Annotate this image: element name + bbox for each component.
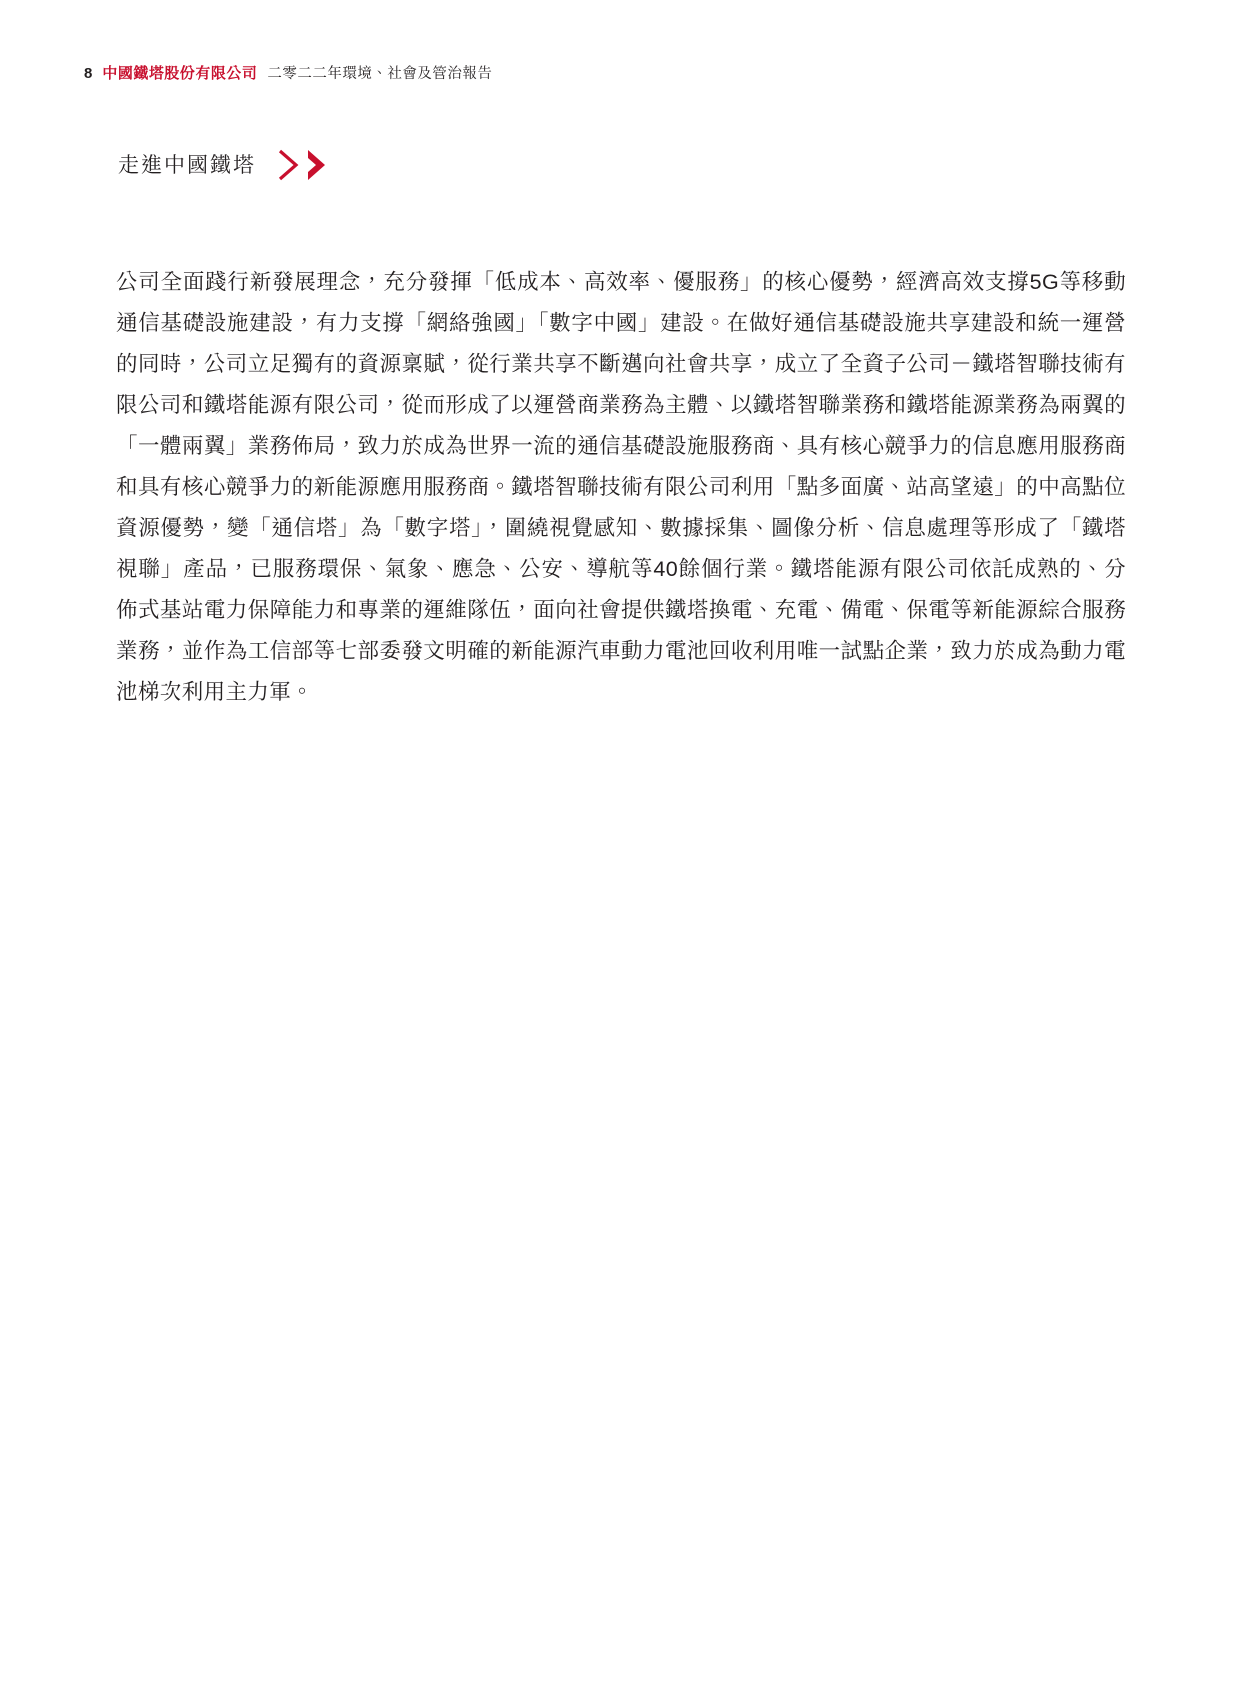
running-header — [84, 62, 1156, 83]
section-heading — [118, 148, 332, 182]
company-name: 中國鐵塔股份有限公司 — [102, 65, 258, 82]
chevron-right-solid-icon — [306, 148, 332, 182]
section-title-text: 走進中國鐵塔 — [118, 153, 256, 177]
chevron-group — [276, 148, 332, 182]
body-text — [116, 262, 1126, 713]
chevron-right-outline-icon — [276, 148, 306, 182]
report-title: 二零二二年環境、社會及管治報告 — [267, 66, 493, 82]
page-number: 8 — [84, 65, 93, 82]
body-paragraph: 公司全面踐行新發展理念，充分發揮「低成本、高效率、優服務」的核心優勢，經濟高效支撐5G等移動通信基礎設施建設，有力支撐「網絡強國」「數字中國」建設。在做好通信基礎設施共享建設和統一運營的同時，公司立足獨有的資源稟賦，從行業共享不斷邁向社會共享，成立了全資子公司－鐵塔智聯技術有限公司和鐵塔能源有限公司，從而形成了以運營商業務為主體、以鐵塔智聯業務和鐵塔能源業務為兩翼的「一體兩翼」業務佈局，致力於成為世界一流的通信基礎設施服務商、具有核心競爭力的信息應用服務商和具有核心競爭力的新能源應用服務商。鐵塔智聯技術有限公司利用「點多面廣、站高望遠」的中高點位資源優勢，變「通信塔」為「數字塔」，圍繞視覺感知、數據採集、圖像分析、信息處理等形成了「鐵塔視聯」產品，已服務環保、氣象、應急、公安、導航等40餘個行業。鐵塔能源有限公司依託成熟的、分佈式基站電力保障能力和專業的運維隊伍，面向社會提供鐵塔換電、充電、備電、保電等新能源綜合服務業務，並作為工信部等七部委發文明確的新能源汽車動力電池回收利用唯一試點企業，致力於成為動力電池梯次利用主力軍。 — [116, 270, 1126, 704]
